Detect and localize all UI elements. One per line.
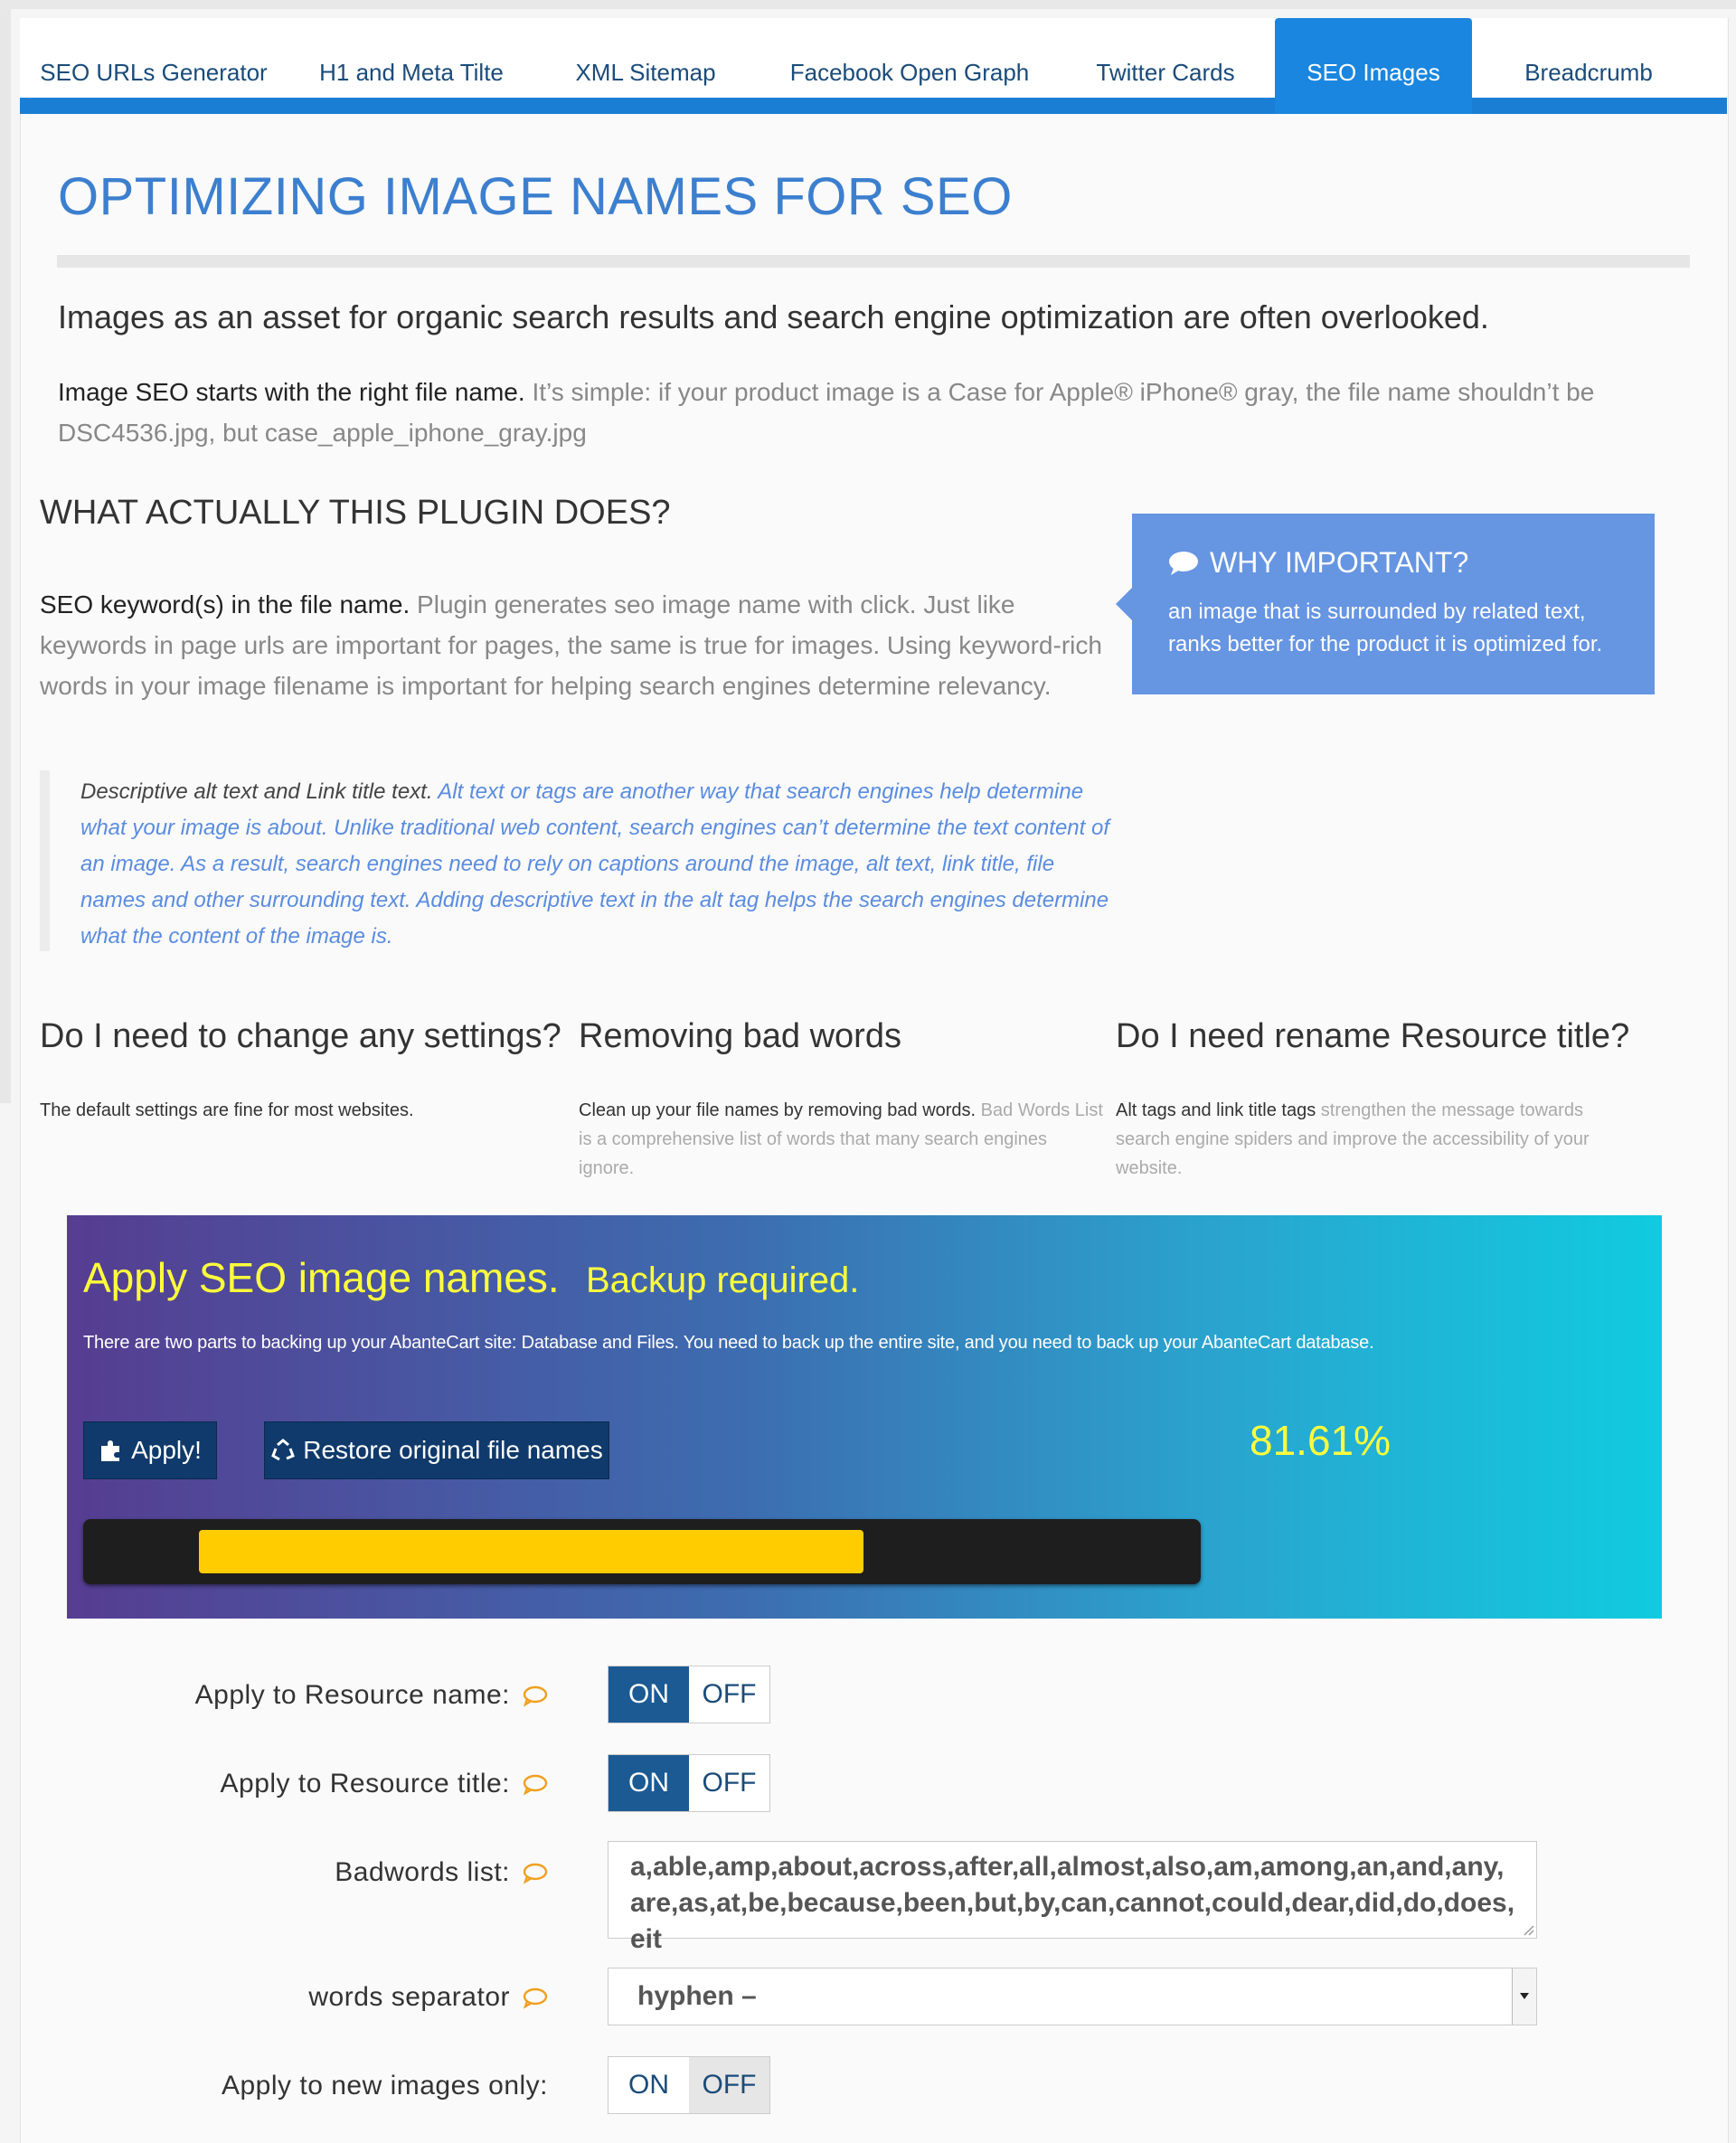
tab-twitter-cards[interactable]: Twitter Cards (1096, 58, 1235, 86)
backup-required: Backup required. (586, 1260, 860, 1300)
content-panel (20, 18, 1729, 2143)
settings-strong: The default settings are fine for most websites. (40, 1100, 414, 1120)
apply-banner (67, 1215, 1662, 1619)
rename-text (1116, 1096, 1640, 1183)
settings-text (40, 1096, 564, 1125)
window-top-bar (0, 0, 1736, 9)
badwords-value: a,able,amp,about,across,after,all,almost,also,am,among,an,and,any,are,as,at,be,because,been,but,by,can,cannot,could,dear,did,do,does,eit (630, 1852, 1515, 1954)
badwords-label: Badwords list: (335, 1857, 510, 1887)
separator-value: hyphen – (637, 1981, 757, 2011)
progress-fill (199, 1530, 863, 1573)
backup-note: There are two parts to backing up your AbanteCart site: Database and Files. You need to back up the entire site, and you need to back up your AbanteCart database. (83, 1333, 1374, 1353)
what-rest: Plugin generates seo image name with click. Just like keywords in page urls are important for pages, the same is true for images. Using keyword-rich words in your image filename is important for helping search engines determine relevancy. (40, 590, 1102, 700)
quote-rest: Alt text or tags are another way that search engines help determine what your image is about. Unlike traditional web content, search engines can’t determine the text content of an image. As a result, search engines need to rely on captions around the image, alt text, link title, file names and other surrounding text. Adding descriptive text in the alt tag helps the search engines determine what the content of the image is. (80, 779, 1109, 949)
what-heading: WHAT ACTUALLY THIS PLUGIN DOES? (40, 494, 671, 532)
badwords-strong: Clean up your file names by removing bad words. (579, 1100, 976, 1120)
why-title: WHY IMPORTANT? (1210, 546, 1469, 579)
badwords-text (579, 1096, 1103, 1183)
resource-name-label: Apply to Resource name: (194, 1680, 510, 1710)
badwords-heading: Removing bad words (579, 1017, 901, 1055)
rename-rest: strengthen the message towards search engine spiders and improve the accessibility of your website. (1116, 1100, 1590, 1178)
what-paragraph (40, 584, 1116, 706)
tab-xml-sitemap[interactable]: XML Sitemap (575, 58, 716, 86)
progress-bar (83, 1519, 1201, 1584)
left-strip (0, 9, 11, 1103)
resource-name-on[interactable]: ON (609, 1666, 689, 1723)
help-comment-icon[interactable] (523, 1774, 548, 1794)
restore-button[interactable] (264, 1421, 609, 1479)
intro-rest: It’s simple: if your product image is a Case for Apple® iPhone® gray, the file name shouldn’t be DSC4536.jpg, but case_apple_iphone_gray.jpg (58, 378, 1595, 447)
tab-facebook-open-graph[interactable]: Facebook Open Graph (789, 58, 1030, 86)
badwords-textarea[interactable] (608, 1841, 1537, 1954)
puzzle-icon (99, 1438, 124, 1463)
tab-seo-urls-generator[interactable]: SEO URLs Generator (40, 58, 268, 86)
settings-heading: Do I need to change any settings? (40, 1017, 561, 1055)
resource-title-toggle[interactable] (608, 1754, 770, 1812)
what-strong: SEO keyword(s) in the file name. (40, 590, 410, 618)
new-only-off[interactable]: OFF (689, 2057, 769, 2113)
quote-strong: Descriptive alt text and Link title text. (80, 779, 433, 804)
rename-strong: Alt tags and link title tags (1116, 1100, 1316, 1120)
badwords-label-row (335, 1857, 548, 1888)
new-only-label-row (222, 2071, 548, 2101)
why-title-row (1168, 546, 1618, 580)
help-comment-icon[interactable] (523, 1863, 548, 1883)
help-comment-icon[interactable] (523, 1685, 548, 1705)
why-text: an image that is surrounded by related text, ranks better for the product it is optimized for. (1168, 599, 1603, 656)
tab-bar (20, 18, 1727, 114)
recycle-icon (270, 1438, 296, 1463)
tab-breadcrumb[interactable]: Breadcrumb (1524, 58, 1653, 86)
resource-name-off[interactable]: OFF (702, 1679, 757, 1709)
restore-button-label: Restore original file names (303, 1436, 603, 1464)
dropdown-arrow-icon[interactable] (1512, 1968, 1536, 2025)
intro-strong: Image SEO starts with the right file name. (58, 378, 525, 406)
separator-select[interactable] (608, 1968, 1537, 2025)
apply-button-label: Apply! (131, 1436, 202, 1464)
new-only-toggle[interactable] (608, 2056, 770, 2114)
page-title: OPTIMIZING IMAGE NAMES FOR SEO (58, 167, 1013, 226)
intro-paragraph (58, 372, 1613, 453)
apply-button[interactable] (83, 1421, 217, 1479)
new-only-label: Apply to new images only: (221, 2071, 548, 2101)
new-only-on[interactable]: ON (628, 2070, 669, 2100)
comment-icon (1168, 551, 1199, 576)
progress-percent: 81.61% (1250, 1417, 1392, 1464)
badwords-rest: Bad Words List is a comprehensive list of words that many search engines ignore. (579, 1100, 1103, 1178)
lead-text: Images as an asset for organic search results and search engine optimization are often overlooked. (58, 298, 1489, 335)
resize-handle-icon[interactable] (1520, 1921, 1534, 1936)
resource-title-off[interactable]: OFF (702, 1768, 757, 1798)
rename-heading: Do I need rename Resource title? (1116, 1017, 1630, 1055)
apply-title: Apply SEO image names. (83, 1254, 560, 1301)
tab-h1-meta-title[interactable]: H1 and Meta Tilte (319, 58, 504, 86)
separator-label: words separator (308, 1982, 510, 2012)
resource-name-toggle[interactable] (608, 1666, 770, 1723)
separator-label-row (308, 1982, 548, 2013)
why-important-callout (1132, 514, 1655, 694)
resource-title-label: Apply to Resource title: (220, 1769, 510, 1798)
resource-name-label-row (195, 1680, 548, 1711)
resource-title-on[interactable]: ON (609, 1755, 689, 1811)
alt-text-quote (40, 770, 1116, 951)
resource-title-label-row (221, 1769, 548, 1799)
help-comment-icon[interactable] (523, 1987, 548, 2007)
tab-seo-images[interactable]: SEO Images (1275, 18, 1472, 114)
title-divider (57, 255, 1690, 268)
